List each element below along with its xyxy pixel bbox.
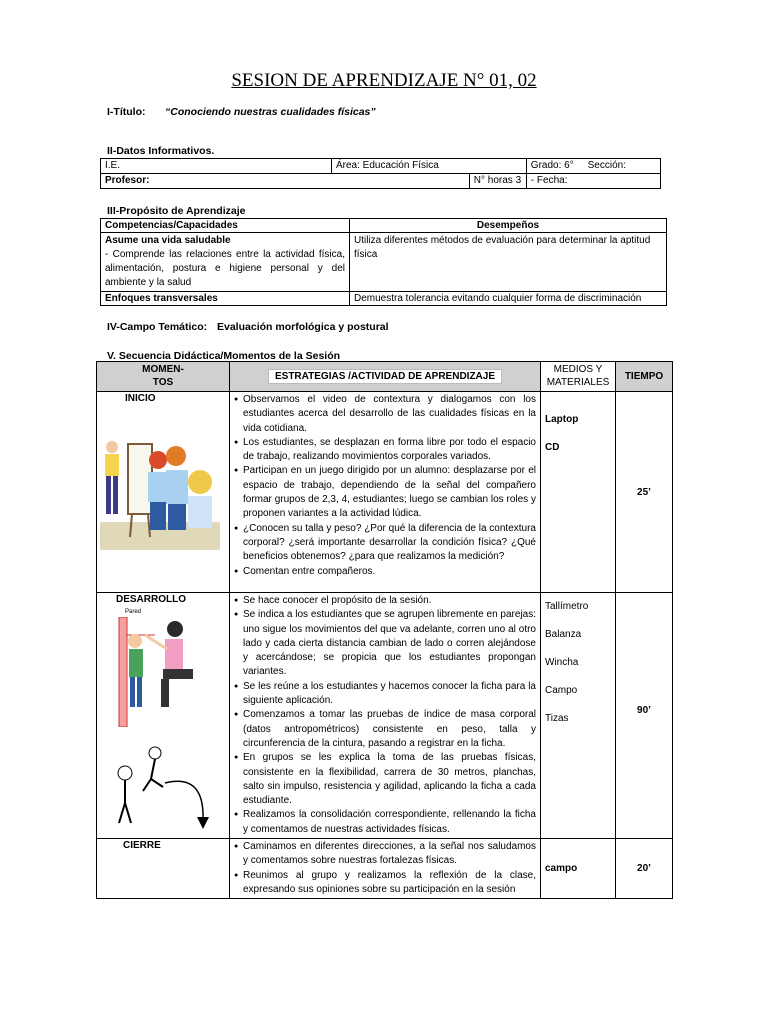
momento-desarrollo: DESARROLLO [116,594,186,605]
tiempo-cierre: 20’ [616,839,673,899]
header-momentos-1: MOMEN- [142,364,184,375]
titulo-label: I-Título: [107,106,146,118]
fecha-cell: - Fecha: [526,174,660,189]
medio-item: Wincha [545,657,579,668]
inicio-item: ● ¿Conocen su talla y peso? ¿Por qué la diferencia de la contextura corporal? ¿será importante desarrollar la condición física? ¿Qué beneficios obtenemos? ¿para que realizamos la medición? [234,522,536,565]
competencia-text: - Comprende las relaciones entre la actividad física, alimentación, postura e higiene personal y del ambiente y la salud [105,249,345,288]
estrategias-desarrollo [230,593,541,839]
exercise-illustration [105,743,215,833]
col-desempenos: Desempeños [350,219,667,233]
campo-value: Evaluación morfológica y postural [217,321,389,333]
desarrollo-list [234,594,536,837]
enfoques-label: Enfoques transversales [101,292,350,306]
grado-cell [526,159,660,174]
header-medios [541,362,616,392]
measuring-illustration [105,617,205,727]
campo-label: IV-Campo Temático: [107,321,208,333]
medios-desarrollo [541,593,616,839]
proposito-table [100,218,667,306]
medio-item: campo [545,863,578,875]
desarrollo-item: ● Se indica a los estudiantes que se agrupen libremente en parejas: uno sigue los movimientos del que va adelante, corren uno al otro lado y cada cierta distancia cambian de lado o corren alejándose y acercándose; se propicia que los estudiantes propongan variantes. [234,608,536,679]
seccion-text: Sección: [587,160,626,171]
inicio-item: ● Participan en un juego dirigido por un alumno: desplazarse por el espacio de trabajo, dependiendo de la señal del compañero formar grupos de 2,3, 4, estudiantes; luego se cambian los roles y proponen variantes a la actividad lúdica. [234,464,536,521]
datos-table [100,158,661,189]
header-medios-2: MATERIALES [546,377,610,388]
cierre-item: ● Caminamos en diferentes direcciones, a la señal nos saludamos y comentamos sobre nuestras fortalezas físicas. [234,840,536,869]
inicio-item: ● Los estudiantes, se desplazan en forma libre por todo el espacio de trabajo, realizando movimientos corporales variados. [234,436,536,465]
desarrollo-item: ● Comenzamos a tomar las pruebas de índice de masa corporal (datos antropométricos) consistente en peso, talla y circunferencia de la cintura, pasando a registrar en la ficha. [234,708,536,751]
cierre-item: ● Reunimos al grupo y realizamos la reflexión de la clase, expresando sus opiniones sobre su participación en la sesión [234,869,536,898]
ie-cell: I.E. [101,159,332,174]
momento-desarrollo-cell [97,593,230,839]
inicio-list [234,393,536,579]
momento-inicio-cell [97,392,230,593]
area-cell: Área: Educación Física [332,159,527,174]
estrategias-cierre [230,839,541,899]
desarrollo-item: ● Se les reúne a los estudiantes y hacemos conocer la ficha para la siguiente aplicación. [234,680,536,709]
tiempo-desarrollo: 90’ [616,593,673,839]
medio-item: Balanza [545,629,582,640]
cierre-list [234,840,536,897]
header-medios-1: MEDIOS Y [553,364,603,375]
inicio-item: ● Observamos el video de contextura y dialogamos con los estudiantes acerca del desarrollo de las cualidades físicas en la vida cotidiana. [234,393,536,436]
grado-text: Grado: 6° [530,160,574,171]
tiempo-inicio: 25’ [616,392,673,593]
competencia-cell [101,233,350,292]
medio-item: Tizas [545,713,569,724]
estrategias-inicio [230,392,541,593]
header-tiempo: TIEMPO [616,362,673,392]
momento-inicio: INICIO [125,393,156,404]
pared-label: Pared [125,609,142,615]
medio-item: Laptop [545,414,579,425]
proposito-heading: III-Propósito de Aprendizaje [107,205,246,217]
header-estrategias-label: ESTRATEGIAS /ACTIVIDAD DE APRENDIZAJE [268,369,502,384]
horas-cell: N° horas 3 [469,174,526,189]
desempeno-cell: Utiliza diferentes métodos de evaluación para determinar la aptitud física [350,233,667,292]
competencia-title: Asume una vida saludable [105,235,231,246]
medios-cierre [541,839,616,899]
page-title: SESION DE APRENDIZAJE N° 01, 02 [231,70,537,91]
medio-item: Campo [545,685,578,696]
medio-item: CD [545,442,560,453]
header-momentos-2: TOS [152,377,174,388]
momento-cierre: CIERRE [123,840,161,852]
titulo-value: “Conociendo nuestras cualidades físicas” [165,106,376,118]
desarrollo-item: ● En grupos se les explica la toma de las pruebas físicas, consistente en la flexibilidad, carrera de 30 metros, planchas, salto sin impulso, resistencia y agilidad, aplicando la ficha a cada estudiante. [234,751,536,808]
inicio-item: ● Comentan entre compañeros. [234,565,536,579]
secuencia-table [96,361,673,899]
secuencia-heading: V. Secuencia Didáctica/Momentos de la Sesión [107,350,341,362]
students-illustration [100,422,220,552]
datos-heading: II-Datos Informativos. [107,145,215,157]
medios-inicio [541,392,616,593]
enfoques-value: Demuestra tolerancia evitando cualquier forma de discriminación [350,292,667,306]
header-estrategias [230,362,541,392]
medio-item: Tallímetro [545,601,589,612]
desarrollo-item: ● Realizamos la consolidación correspondiente, rellenando la ficha y comentamos de nuestras actividades físicas. [234,808,536,837]
desarrollo-item: ● Se hace conocer el propósito de la sesión. [234,594,536,608]
header-momentos [97,362,230,392]
col-competencias: Competencias/Capacidades [101,219,350,233]
profesor-cell: Profesor: [101,174,470,189]
momento-cierre-cell [97,839,230,899]
